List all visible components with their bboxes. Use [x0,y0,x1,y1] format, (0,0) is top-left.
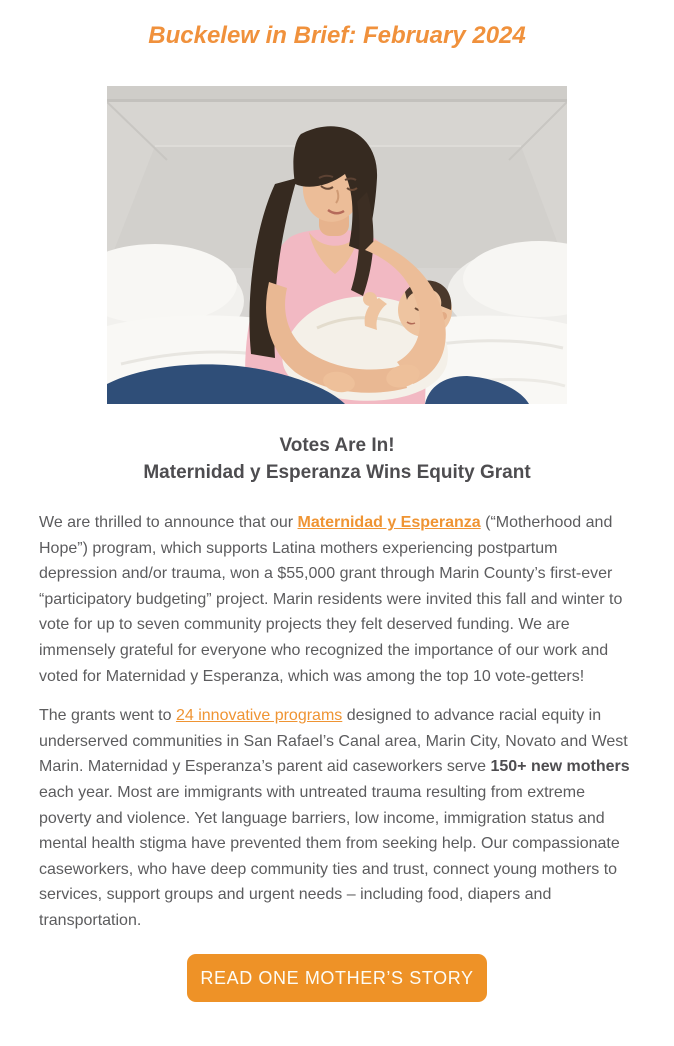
p2-text-before-link: The grants went to [39,707,176,725]
read-story-button[interactable]: READ ONE MOTHER’S STORY [187,954,487,1002]
new-mothers-stat: 150+ new mothers [490,758,630,776]
p2-text-mid: designed to advance racial equity in underserved communities in San Rafael’s Canal area, Marin City, Novato and West Marin. Maternidad y Esperanza’s parent aid caseworkers serve [39,707,628,776]
paragraph-grant-announcement [39,510,635,689]
p1-text-before-link: We are thrilled to announce that our [39,514,298,531]
article-heading [0,432,674,486]
hero-photo-mother-and-baby [107,86,567,404]
paragraph-program-details [39,703,635,933]
newsletter-body [0,22,674,1002]
p2-text-after: each year. Most are immigrants with untreated trauma resulting from extreme poverty and violence. Yet language barriers, low income, immigration status and mental health stigma have prevented them from seeking help. Our compassionate caseworkers, who have deep community ties and trust, connect young mothers to services, support groups and urgent needs – including food, diapers and transportation. [39,783,620,929]
p1-text-after-link: (“Motherhood and Hope”) program, which supports Latina mothers experiencing postpartum depression and/or trauma, won a $55,000 grant through Marin County’s first-ever “participatory budgeting” project. Marin residents were invited this fall and winter to vote for up to seven community projects they felt deserved funding. We are immensely grateful for everyone who recognized the importance of our work and voted for Maternidad y Esperanza, which was among the top 10 vote-getters! [39,514,623,685]
mother-baby-illustration [107,86,567,404]
cta-row [0,954,674,1002]
maternidad-y-esperanza-link[interactable]: Maternidad y Esperanza [297,514,481,531]
innovative-programs-link[interactable]: 24 innovative programs [175,707,343,725]
article-heading-line2: Maternidad y Esperanza Wins Equity Grant [143,462,531,483]
newsletter-title: Buckelew in Brief: February 2024 [148,22,526,49]
article-heading-line1: Votes Are In! [279,435,395,456]
